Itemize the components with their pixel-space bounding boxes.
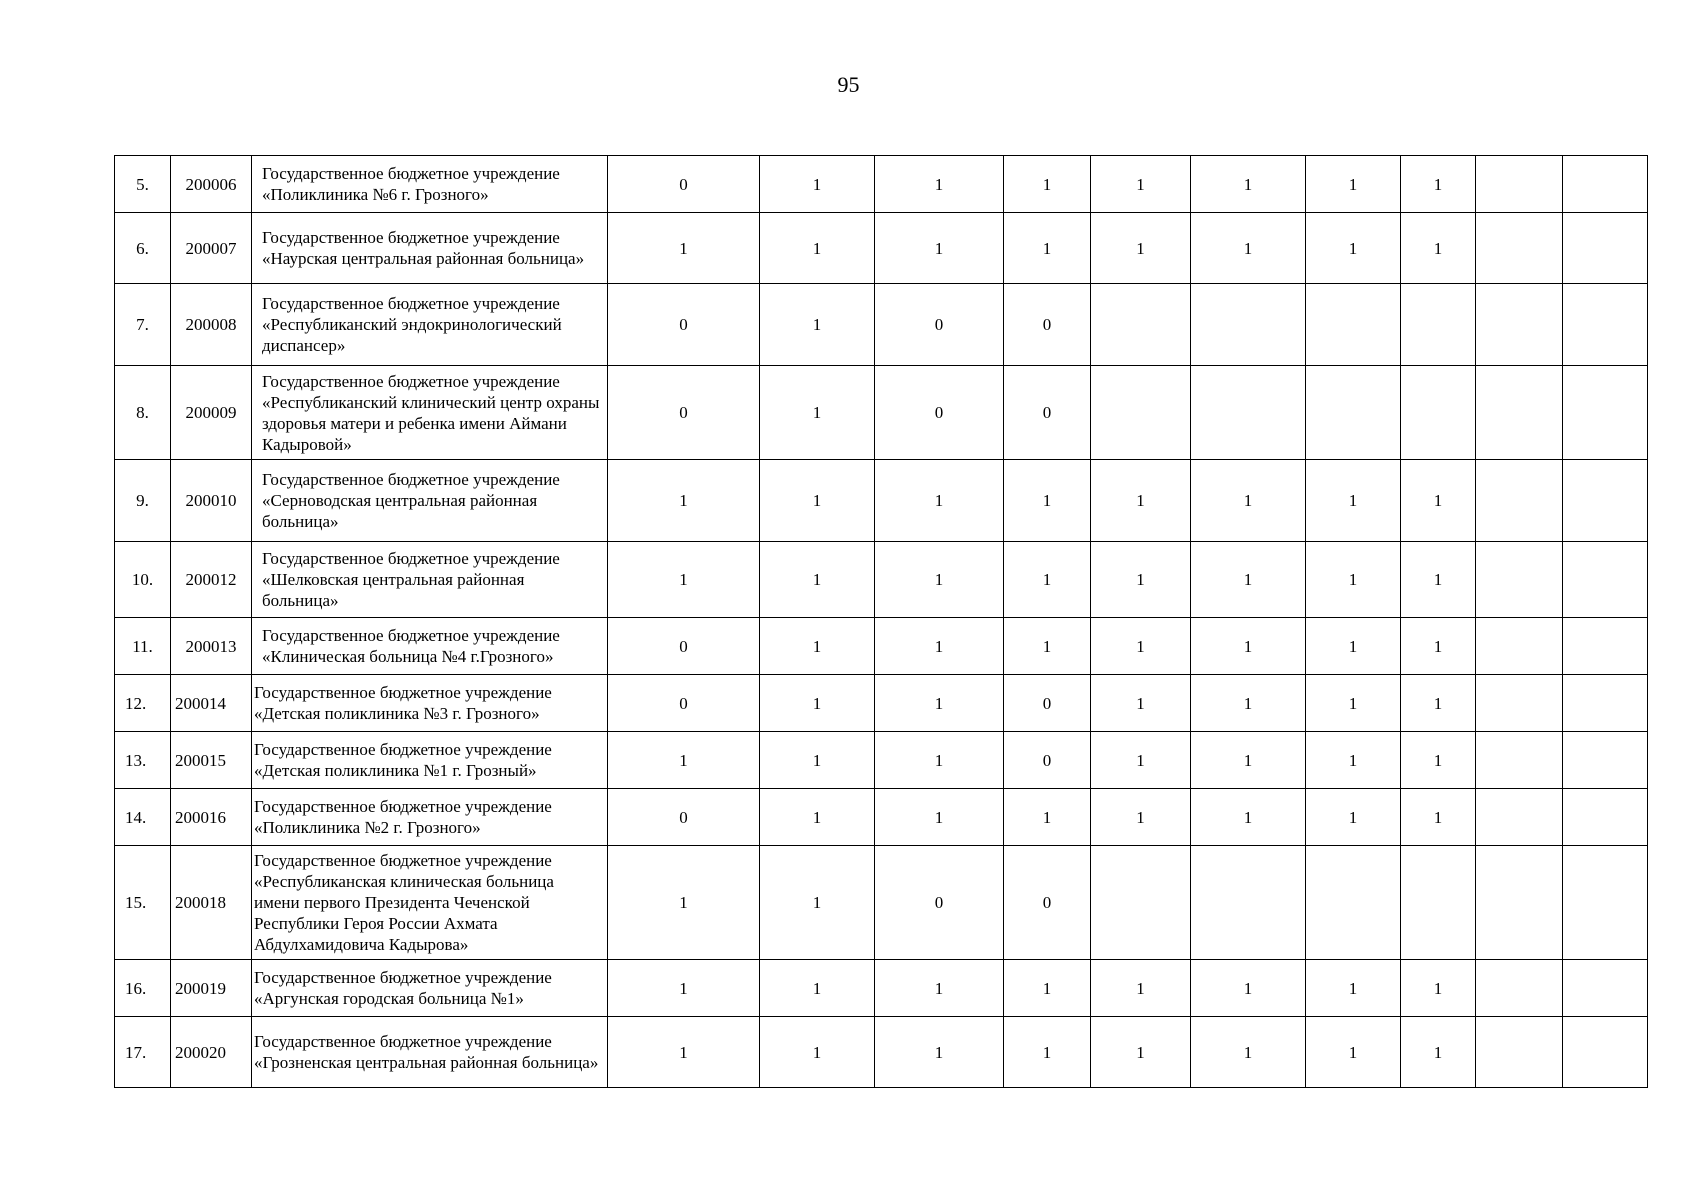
- value-cell: 1: [875, 213, 1004, 284]
- table-row: [115, 789, 1648, 846]
- value-cell: 1: [1004, 213, 1091, 284]
- value-cell: 1: [760, 156, 875, 213]
- value-cell: 1: [1306, 213, 1401, 284]
- value-cell: 1: [875, 789, 1004, 846]
- institution-name-cell: Государственное бюджетное учреждение «Наурская центральная районная больница»: [252, 213, 608, 284]
- table-row: [115, 960, 1648, 1017]
- value-cell: [1476, 366, 1563, 460]
- value-cell: 1: [1091, 732, 1191, 789]
- row-number-cell: 5.: [115, 156, 171, 213]
- value-cell: 1: [1401, 1017, 1476, 1088]
- value-cell: 1: [1091, 675, 1191, 732]
- institution-name-cell: Государственное бюджетное учреждение «Клиническая больница №4 г.Грозного»: [252, 618, 608, 675]
- value-cell: 1: [1401, 156, 1476, 213]
- institution-code-cell: 200013: [171, 618, 252, 675]
- value-cell: [1476, 542, 1563, 618]
- row-number-cell: 17.: [115, 1017, 171, 1088]
- value-cell: [1563, 675, 1648, 732]
- value-cell: 1: [1401, 960, 1476, 1017]
- value-cell: 1: [1091, 1017, 1191, 1088]
- value-cell: 1: [1306, 542, 1401, 618]
- institution-code-cell: 200019: [171, 960, 252, 1017]
- value-cell: [1476, 213, 1563, 284]
- value-cell: 1: [608, 732, 760, 789]
- value-cell: 1: [875, 542, 1004, 618]
- row-number-cell: 16.: [115, 960, 171, 1017]
- value-cell: 0: [1004, 846, 1091, 960]
- value-cell: [1563, 156, 1648, 213]
- institution-code-cell: 200018: [171, 846, 252, 960]
- value-cell: [1563, 284, 1648, 366]
- value-cell: 1: [1191, 542, 1306, 618]
- value-cell: 1: [608, 846, 760, 960]
- value-cell: 1: [875, 1017, 1004, 1088]
- value-cell: 1: [1091, 542, 1191, 618]
- value-cell: 1: [875, 960, 1004, 1017]
- value-cell: [1563, 789, 1648, 846]
- institution-name-cell: Государственное бюджетное учреждение «Республиканская клиническая больница имени первого Президента Чеченской Республики Героя России Ахмата Абдулхамидовича Кадырова»: [252, 846, 608, 960]
- value-cell: 1: [1306, 789, 1401, 846]
- value-cell: [1476, 1017, 1563, 1088]
- table-row: [115, 618, 1648, 675]
- value-cell: 1: [1191, 1017, 1306, 1088]
- value-cell: 1: [1306, 675, 1401, 732]
- value-cell: 1: [1004, 960, 1091, 1017]
- value-cell: 1: [1306, 618, 1401, 675]
- row-number-cell: 8.: [115, 366, 171, 460]
- value-cell: [1306, 366, 1401, 460]
- institution-name-cell: Государственное бюджетное учреждение «Грозненская центральная районная больница»: [252, 1017, 608, 1088]
- value-cell: [1563, 366, 1648, 460]
- value-cell: [1476, 618, 1563, 675]
- value-cell: 1: [1401, 675, 1476, 732]
- value-cell: 1: [1004, 156, 1091, 213]
- table-row: [115, 213, 1648, 284]
- value-cell: [1091, 284, 1191, 366]
- table-row: [115, 732, 1648, 789]
- value-cell: 1: [760, 732, 875, 789]
- value-cell: 0: [608, 284, 760, 366]
- institution-name-cell: Государственное бюджетное учреждение «Поликлиника №2 г. Грозного»: [252, 789, 608, 846]
- value-cell: [1476, 846, 1563, 960]
- value-cell: 1: [1306, 732, 1401, 789]
- institution-name-cell: Государственное бюджетное учреждение «Аргунская городская больница №1»: [252, 960, 608, 1017]
- value-cell: 0: [608, 366, 760, 460]
- value-cell: 1: [1306, 1017, 1401, 1088]
- table-row: [115, 542, 1648, 618]
- value-cell: 1: [1191, 960, 1306, 1017]
- table-row: [115, 460, 1648, 542]
- value-cell: 1: [760, 366, 875, 460]
- institution-code-cell: 200008: [171, 284, 252, 366]
- value-cell: [1563, 460, 1648, 542]
- value-cell: 1: [1191, 618, 1306, 675]
- row-number-cell: 6.: [115, 213, 171, 284]
- value-cell: 1: [760, 1017, 875, 1088]
- value-cell: 1: [1191, 213, 1306, 284]
- institution-code-cell: 200012: [171, 542, 252, 618]
- value-cell: 0: [875, 846, 1004, 960]
- institution-name-cell: Государственное бюджетное учреждение «Детская поликлиника №3 г. Грозного»: [252, 675, 608, 732]
- value-cell: 0: [608, 618, 760, 675]
- value-cell: 1: [608, 1017, 760, 1088]
- value-cell: 1: [1004, 618, 1091, 675]
- value-cell: [1476, 732, 1563, 789]
- value-cell: 1: [1191, 675, 1306, 732]
- value-cell: [1191, 846, 1306, 960]
- value-cell: 1: [875, 732, 1004, 789]
- value-cell: [1563, 618, 1648, 675]
- value-cell: [1476, 789, 1563, 846]
- value-cell: [1476, 675, 1563, 732]
- value-cell: 1: [1091, 618, 1191, 675]
- value-cell: 1: [1191, 156, 1306, 213]
- institution-name-cell: Государственное бюджетное учреждение «Серноводская центральная районная больница»: [252, 460, 608, 542]
- value-cell: 1: [1091, 789, 1191, 846]
- value-cell: 1: [1306, 960, 1401, 1017]
- value-cell: [1306, 284, 1401, 366]
- value-cell: 0: [608, 789, 760, 846]
- value-cell: [1476, 284, 1563, 366]
- value-cell: [1563, 1017, 1648, 1088]
- value-cell: 1: [875, 618, 1004, 675]
- value-cell: [1191, 366, 1306, 460]
- table-row: [115, 1017, 1648, 1088]
- value-cell: 1: [1306, 460, 1401, 542]
- page-number: 95: [837, 72, 860, 97]
- value-cell: 1: [1401, 213, 1476, 284]
- value-cell: 1: [1091, 960, 1191, 1017]
- value-cell: 1: [608, 460, 760, 542]
- value-cell: 1: [1091, 213, 1191, 284]
- row-number-cell: 14.: [115, 789, 171, 846]
- value-cell: 1: [760, 789, 875, 846]
- value-cell: [1191, 284, 1306, 366]
- value-cell: 1: [760, 960, 875, 1017]
- value-cell: [1476, 460, 1563, 542]
- value-cell: [1563, 960, 1648, 1017]
- institution-name-cell: Государственное бюджетное учреждение «Шелковская центральная районная больница»: [252, 542, 608, 618]
- institution-name-cell: Государственное бюджетное учреждение «Республиканский эндокринологический диспансер»: [252, 284, 608, 366]
- institution-code-cell: 200010: [171, 460, 252, 542]
- registry-table: [114, 155, 1648, 1088]
- value-cell: 1: [1191, 460, 1306, 542]
- institution-code-cell: 200009: [171, 366, 252, 460]
- value-cell: 1: [608, 960, 760, 1017]
- value-cell: 1: [875, 156, 1004, 213]
- table-row: [115, 366, 1648, 460]
- value-cell: 0: [875, 366, 1004, 460]
- table-body: [115, 156, 1648, 1088]
- value-cell: 1: [1004, 542, 1091, 618]
- value-cell: [1091, 366, 1191, 460]
- value-cell: 1: [875, 675, 1004, 732]
- value-cell: 1: [1401, 460, 1476, 542]
- institution-name-cell: Государственное бюджетное учреждение «Поликлиника №6 г. Грозного»: [252, 156, 608, 213]
- institution-code-cell: 200006: [171, 156, 252, 213]
- value-cell: [1401, 846, 1476, 960]
- table-row: [115, 156, 1648, 213]
- value-cell: 0: [608, 156, 760, 213]
- row-number-cell: 9.: [115, 460, 171, 542]
- value-cell: 1: [608, 542, 760, 618]
- value-cell: [1401, 366, 1476, 460]
- value-cell: 1: [1306, 156, 1401, 213]
- value-cell: [1563, 846, 1648, 960]
- value-cell: 0: [1004, 366, 1091, 460]
- value-cell: [1306, 846, 1401, 960]
- value-cell: [1401, 284, 1476, 366]
- institution-code-cell: 200014: [171, 675, 252, 732]
- row-number-cell: 13.: [115, 732, 171, 789]
- value-cell: 1: [1401, 542, 1476, 618]
- value-cell: [1563, 213, 1648, 284]
- value-cell: 1: [760, 618, 875, 675]
- value-cell: 1: [1401, 789, 1476, 846]
- value-cell: 1: [1191, 789, 1306, 846]
- value-cell: 0: [1004, 284, 1091, 366]
- row-number-cell: 7.: [115, 284, 171, 366]
- institution-code-cell: 200007: [171, 213, 252, 284]
- institution-code-cell: 200020: [171, 1017, 252, 1088]
- value-cell: 1: [760, 542, 875, 618]
- row-number-cell: 11.: [115, 618, 171, 675]
- value-cell: 1: [760, 460, 875, 542]
- value-cell: 0: [875, 284, 1004, 366]
- row-number-cell: 12.: [115, 675, 171, 732]
- table-row: [115, 675, 1648, 732]
- value-cell: 1: [760, 675, 875, 732]
- row-number-cell: 15.: [115, 846, 171, 960]
- value-cell: [1476, 156, 1563, 213]
- value-cell: [1476, 960, 1563, 1017]
- institution-name-cell: Государственное бюджетное учреждение «Республиканский клинический центр охраны здоровья матери и ребенка имени Аймани Кадыровой»: [252, 366, 608, 460]
- value-cell: 1: [1004, 1017, 1091, 1088]
- institution-code-cell: 200016: [171, 789, 252, 846]
- value-cell: 1: [608, 213, 760, 284]
- value-cell: [1563, 542, 1648, 618]
- value-cell: 0: [608, 675, 760, 732]
- value-cell: 0: [1004, 675, 1091, 732]
- table-row: [115, 284, 1648, 366]
- value-cell: 1: [1401, 732, 1476, 789]
- value-cell: 1: [760, 284, 875, 366]
- value-cell: 1: [1091, 156, 1191, 213]
- institution-name-cell: Государственное бюджетное учреждение «Детская поликлиника №1 г. Грозный»: [252, 732, 608, 789]
- value-cell: 1: [1401, 618, 1476, 675]
- value-cell: 1: [1091, 460, 1191, 542]
- value-cell: 1: [875, 460, 1004, 542]
- value-cell: [1091, 846, 1191, 960]
- table-row: [115, 846, 1648, 960]
- row-number-cell: 10.: [115, 542, 171, 618]
- value-cell: 0: [1004, 732, 1091, 789]
- value-cell: 1: [1191, 732, 1306, 789]
- value-cell: 1: [1004, 460, 1091, 542]
- value-cell: 1: [760, 213, 875, 284]
- value-cell: 1: [1004, 789, 1091, 846]
- value-cell: 1: [760, 846, 875, 960]
- value-cell: [1563, 732, 1648, 789]
- institution-code-cell: 200015: [171, 732, 252, 789]
